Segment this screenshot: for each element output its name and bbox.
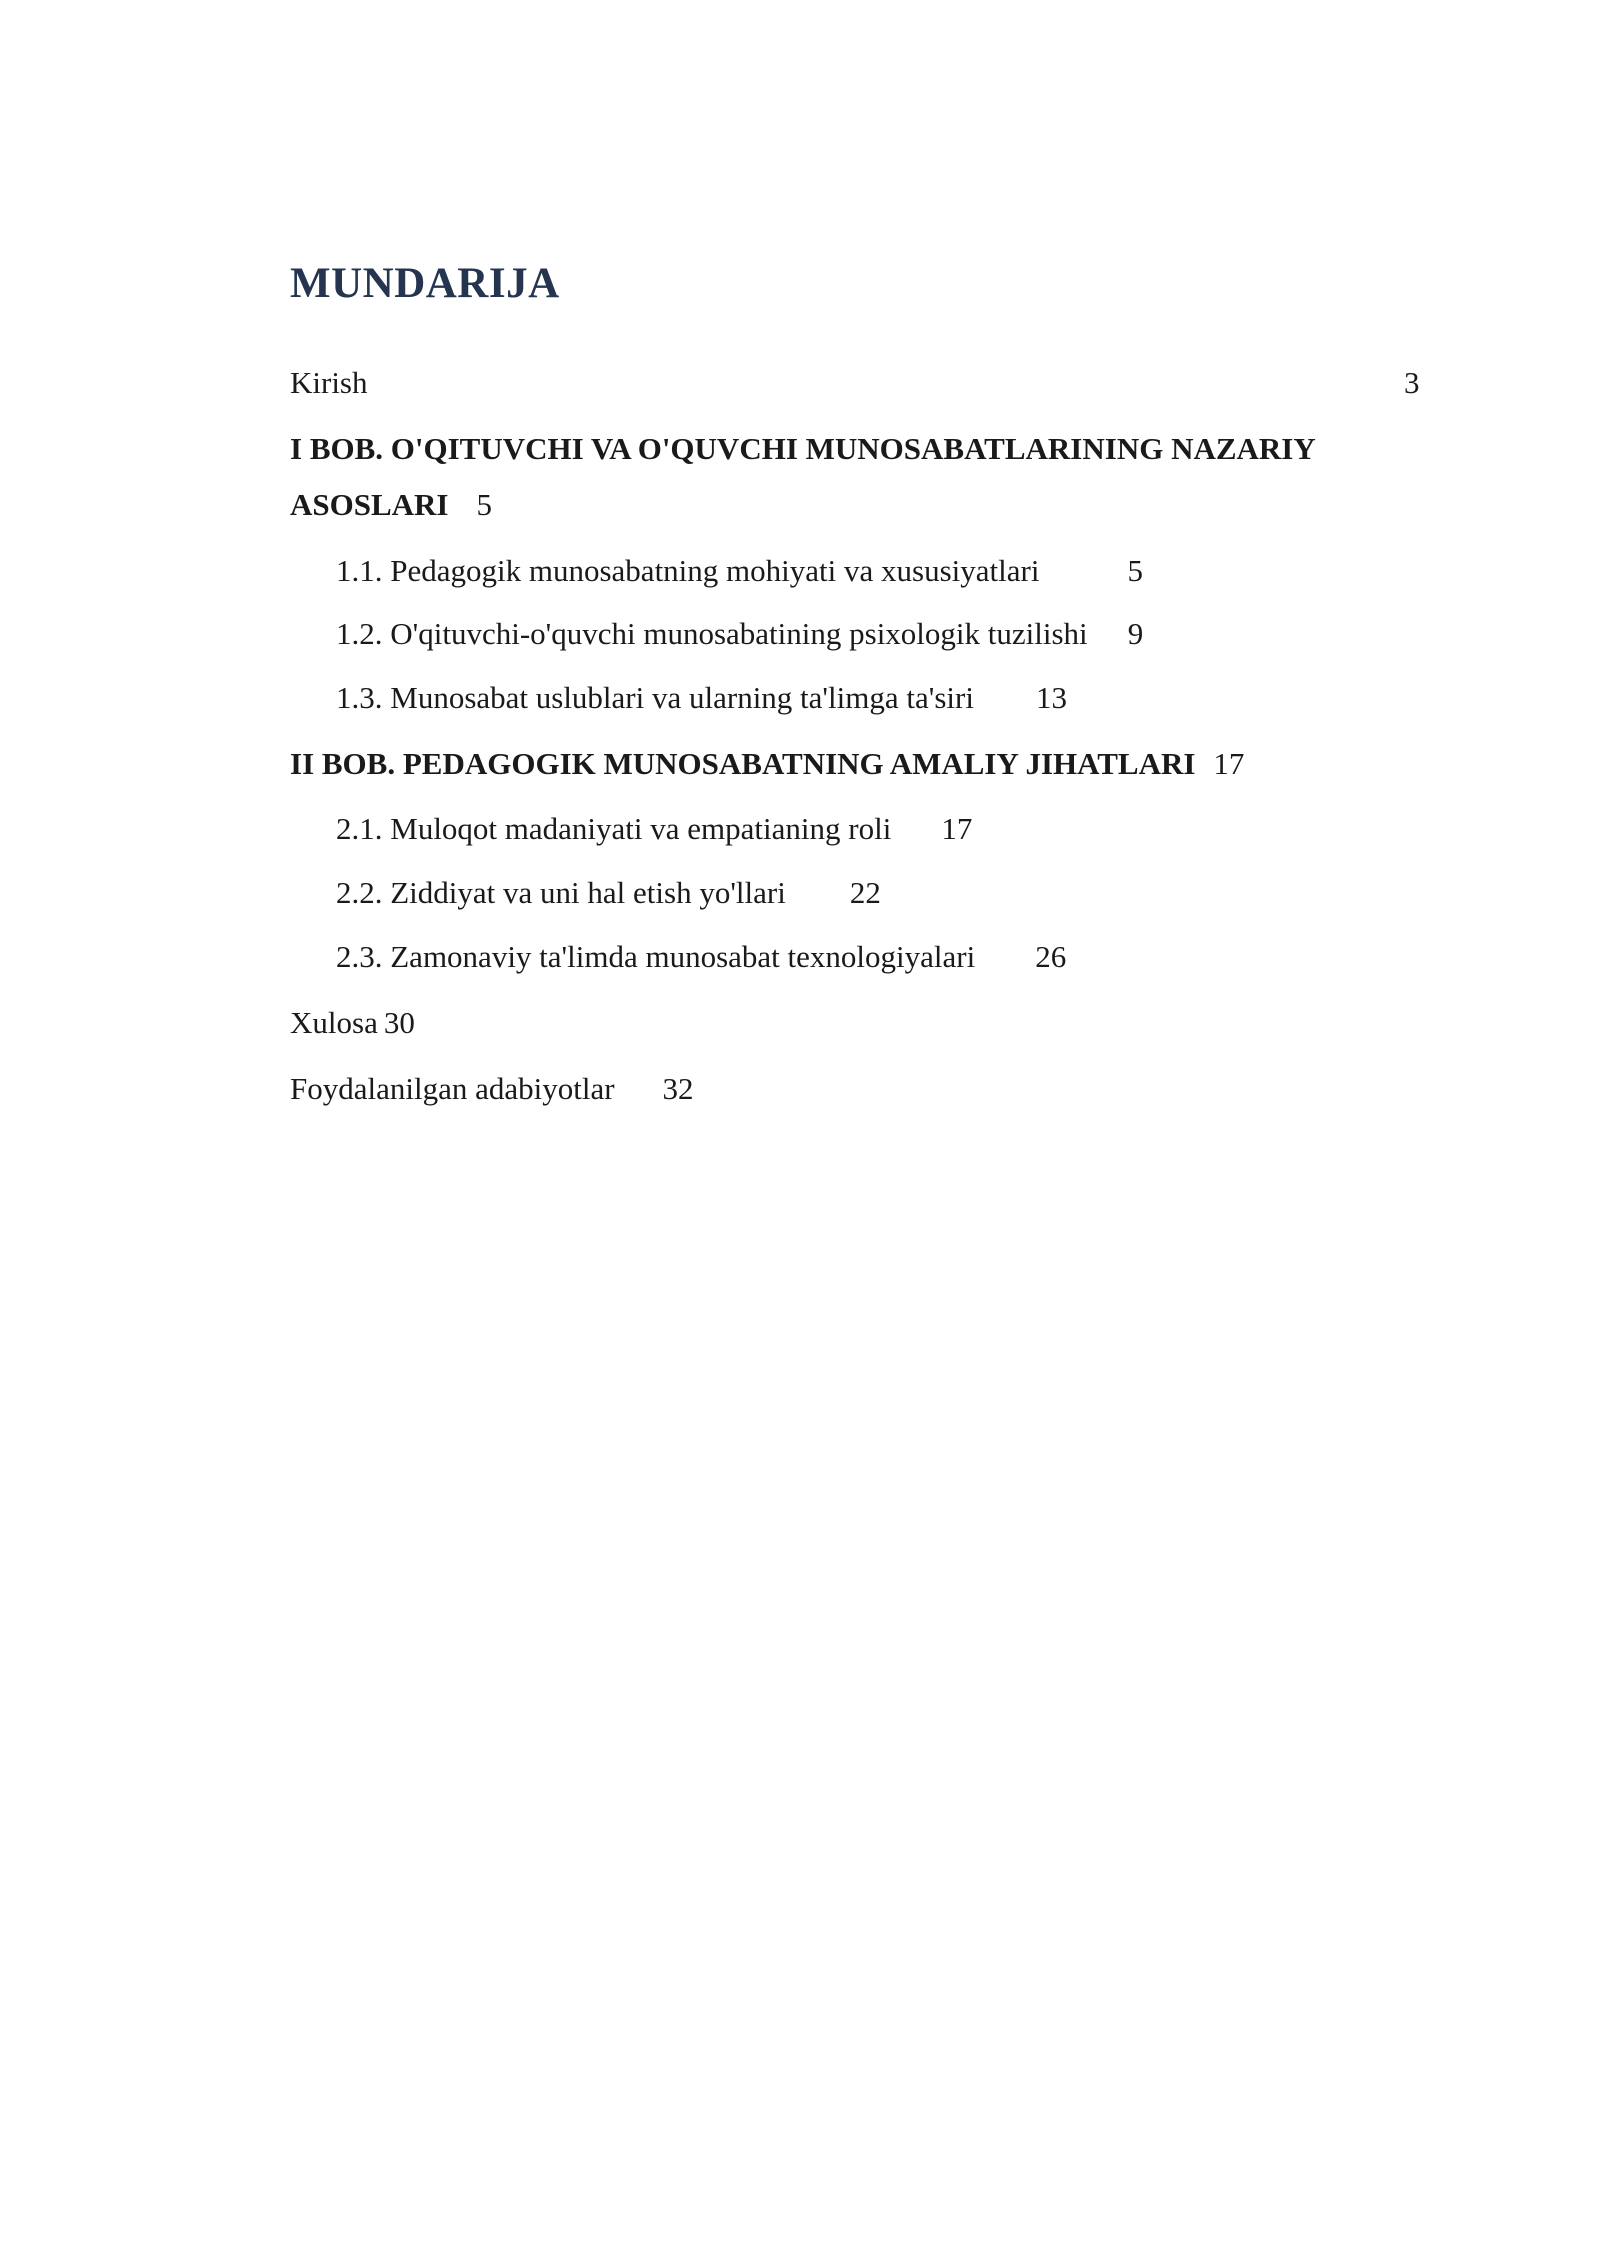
toc-entry-2-1 bbox=[336, 810, 972, 847]
toc-entry-1-2 bbox=[336, 615, 1143, 652]
toc-entry-page: 30 bbox=[383, 1005, 415, 1040]
toc-entry-text: 1.2. O'qituvchi-o'quvchi munosabatining psixologik tuzilishi bbox=[336, 616, 1088, 651]
toc-entry-chapter-2 bbox=[290, 745, 1244, 782]
toc-entry-2-2 bbox=[336, 874, 881, 911]
toc-entry-text: Xulosa bbox=[290, 1005, 378, 1040]
toc-entry-page: 5 bbox=[1127, 553, 1143, 588]
toc-entry-2-3 bbox=[336, 938, 1066, 975]
toc-entry-chapter-1 bbox=[290, 430, 1316, 467]
toc-entry-xulosa bbox=[290, 1004, 415, 1041]
toc-entry-page: 13 bbox=[1035, 680, 1067, 715]
toc-entry-bibliography bbox=[290, 1070, 694, 1107]
toc-entry-page: 26 bbox=[1035, 939, 1067, 974]
toc-entry-text: 2.1. Muloqot madaniyati va empatianing roli bbox=[336, 811, 892, 846]
toc-entry-page: 3 bbox=[1404, 365, 1420, 400]
toc-entry-text: 2.2. Ziddiyat va uni hal etish yo'llari bbox=[336, 875, 786, 910]
toc-entry-chapter-1-cont bbox=[290, 486, 492, 523]
toc-entry-text: I BOB. O'QITUVCHI VA O'QUVCHI MUNOSABATLARINING NAZARIY bbox=[290, 431, 1316, 466]
toc-entry-1-3 bbox=[336, 679, 1067, 716]
toc-entry-text: Kirish bbox=[290, 365, 368, 400]
toc-entry-page: 32 bbox=[662, 1071, 694, 1106]
toc-entry-page: 9 bbox=[1127, 616, 1144, 651]
toc-entry-kirish bbox=[290, 364, 368, 401]
toc-entry-text: ASOSLARI bbox=[290, 487, 449, 522]
toc-entry-text: 2.3. Zamonaviy ta'limda munosabat texnologiyalari bbox=[336, 939, 976, 974]
toc-entry-text: Foydalanilgan adabiyotlar bbox=[290, 1071, 615, 1106]
toc-entry-1-1 bbox=[336, 552, 1143, 589]
toc-entry-page: 17 bbox=[1213, 746, 1245, 781]
toc-entry-page: 17 bbox=[941, 811, 973, 846]
toc-entry-text: 1.1. Pedagogik munosabatning mohiyati va xususiyatlari bbox=[336, 553, 1040, 588]
toc-entry-page: 22 bbox=[849, 875, 881, 910]
toc-title: MUNDARIJA bbox=[290, 260, 560, 307]
toc-entry-text: II BOB. PEDAGOGIK MUNOSABATNING AMALIY JIHATLARI bbox=[290, 746, 1196, 781]
toc-entry-text: 1.3. Munosabat uslublari va ularning ta'limga ta'siri bbox=[336, 680, 974, 715]
toc-entry-page: 5 bbox=[476, 487, 492, 522]
